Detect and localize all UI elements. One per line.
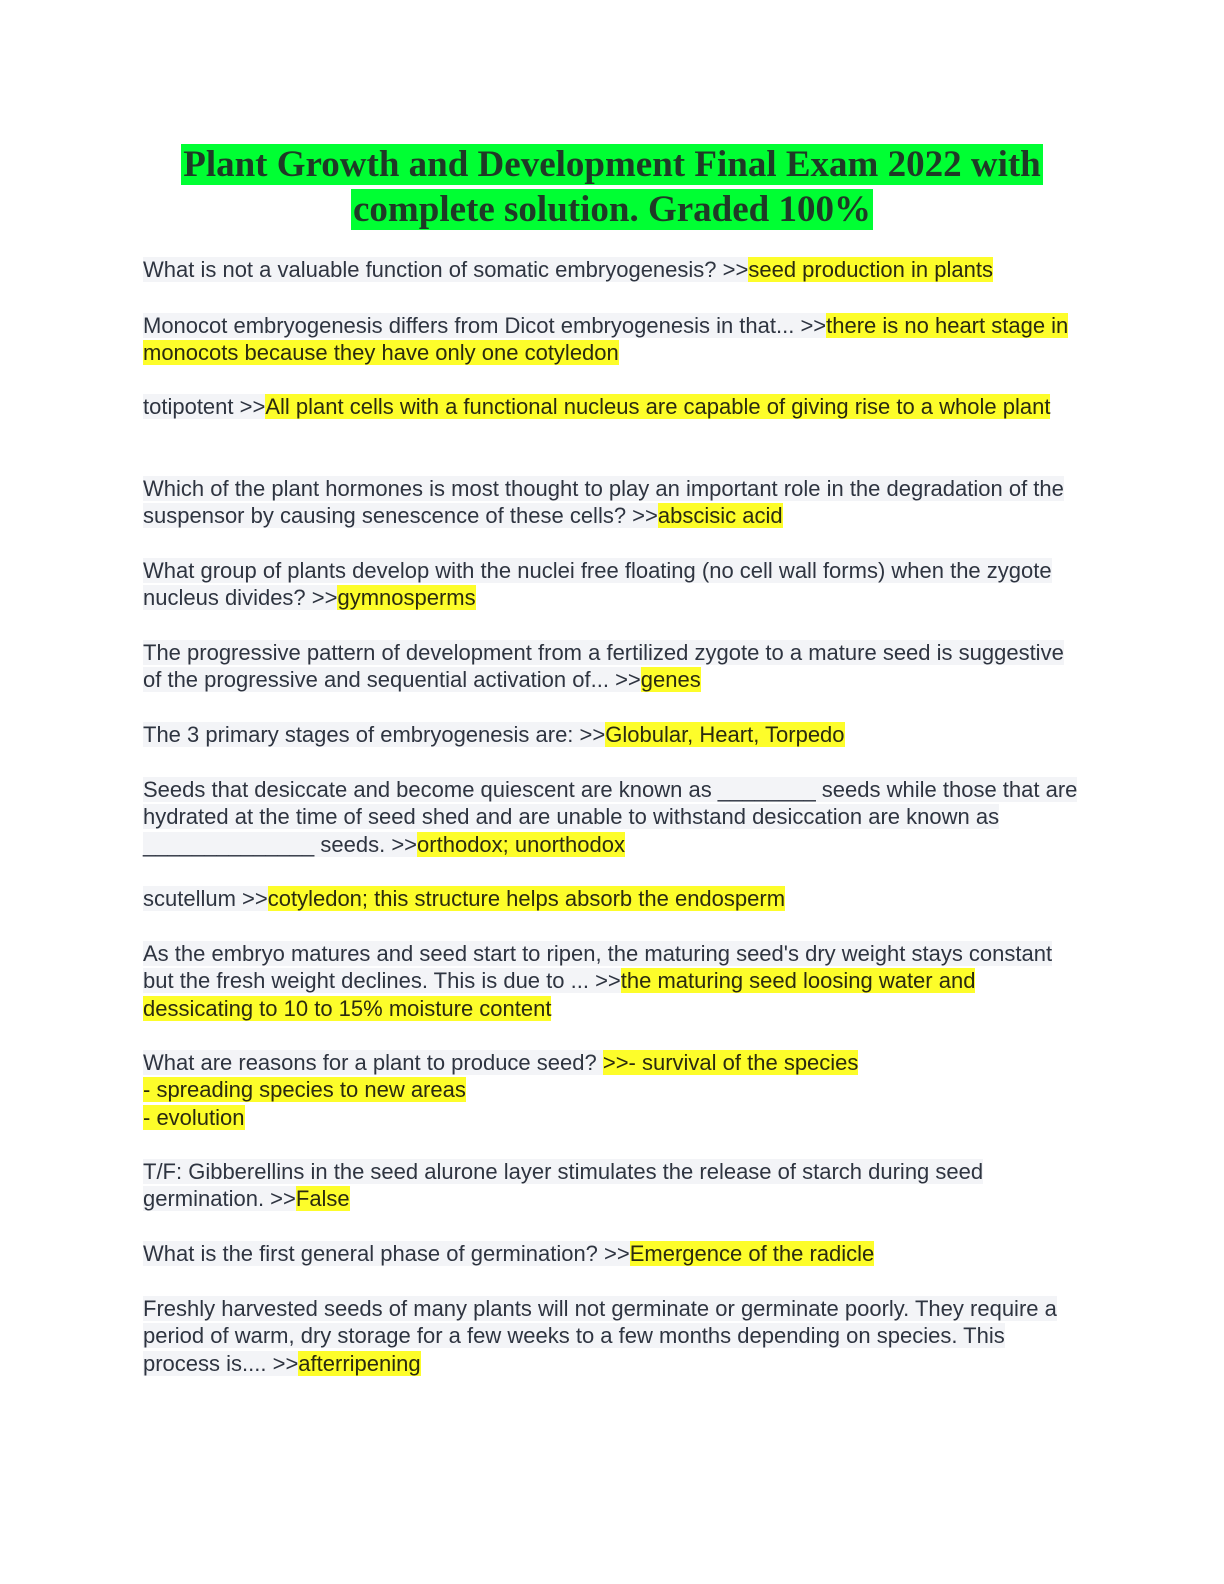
question-text: Seeds that desiccate and become quiescent are known as ________ seeds while those that are hydrated at the time of seed shed and are unable to withstand desiccation are known as ______________ seeds. >> xyxy=(143,777,1078,857)
answer-text: genes xyxy=(640,667,701,693)
answer-text: Emergence of the radicle xyxy=(629,1241,875,1266)
answer-text: False xyxy=(295,1186,350,1212)
answer-text-line-2: - spreading species to new areas xyxy=(143,1077,466,1103)
qa-item-1 xyxy=(143,256,1083,283)
qa-item-11 xyxy=(143,1049,1083,1131)
answer-text: Globular, Heart, Torpedo xyxy=(605,722,845,747)
answer-text: there is no heart stage in monocots because they have only one cotyledon xyxy=(143,313,1069,366)
question-text: What group of plants develop with the nuclei free floating (no cell wall forms) when the zygote nucleus divides? >> xyxy=(143,558,1052,611)
question-text: As the embryo matures and seed start to ripen, the maturing seed's dry weight stays constant but the fresh weight declines. This is due to ... >> xyxy=(143,941,1053,994)
qa-item-10 xyxy=(143,940,1083,1022)
document-title xyxy=(140,142,1084,232)
qa-item-9 xyxy=(143,885,1083,912)
qa-item-3 xyxy=(143,393,1083,420)
qa-item-4 xyxy=(143,475,1083,530)
answer-text: seed production in plants xyxy=(748,257,993,282)
question-text: What is not a valuable function of somatic embryogenesis? >> xyxy=(143,257,749,282)
qa-item-2 xyxy=(143,312,1083,367)
qa-item-13 xyxy=(143,1240,1083,1267)
title-line-1: Plant Growth and Development Final Exam 2022 with xyxy=(183,144,1041,185)
qa-item-7 xyxy=(143,721,1083,748)
question-text: Freshly harvested seeds of many plants will not germinate or germinate poorly. They require a period of warm, dry storage for a few weeks to a few months depending on species. This process is.... >> xyxy=(143,1296,1057,1376)
question-text: scutellum >> xyxy=(143,886,268,911)
answer-text: All plant cells with a functional nucleus are capable of giving rise to a whole plant xyxy=(265,394,1051,419)
answer-text: the maturing seed loosing water and dessicating to 10 to 15% moisture content xyxy=(143,968,976,1021)
answer-text: abscisic acid xyxy=(657,503,783,529)
answer-text: afterripening xyxy=(298,1350,421,1376)
question-text: The progressive pattern of development from a fertilized zygote to a mature seed is suggestive of the progressive and sequential activation of... >> xyxy=(143,640,1064,693)
qa-item-5 xyxy=(143,557,1083,612)
question-text: The 3 primary stages of embryogenesis are: >> xyxy=(143,722,606,747)
qa-item-6 xyxy=(143,639,1083,694)
answer-text: gymnosperms xyxy=(337,585,476,611)
qa-item-12 xyxy=(143,1158,1083,1213)
answer-text: >>- survival of the species xyxy=(602,1050,859,1075)
answer-text-line-3: - evolution xyxy=(143,1104,245,1130)
question-text: T/F: Gibberellins in the seed alurone layer stimulates the release of starch during seed germination. >> xyxy=(143,1159,984,1212)
question-text: totipotent >> xyxy=(143,394,266,419)
qa-item-8 xyxy=(143,776,1083,858)
question-text: What are reasons for a plant to produce seed? xyxy=(143,1050,603,1075)
question-text: Which of the plant hormones is most thought to play an important role in the degradation of the suspensor by causing senescence of these cells? >> xyxy=(143,476,1064,529)
answer-text: orthodox; unorthodox xyxy=(417,831,625,857)
qa-item-14 xyxy=(143,1295,1083,1377)
question-text: Monocot embryogenesis differs from Dicot embryogenesis in that... >> xyxy=(143,313,827,338)
title-line-2: complete solution. Graded 100% xyxy=(353,189,871,230)
question-text: What is the first general phase of germination? >> xyxy=(143,1241,630,1266)
answer-text: cotyledon; this structure helps absorb the endosperm xyxy=(267,886,786,911)
